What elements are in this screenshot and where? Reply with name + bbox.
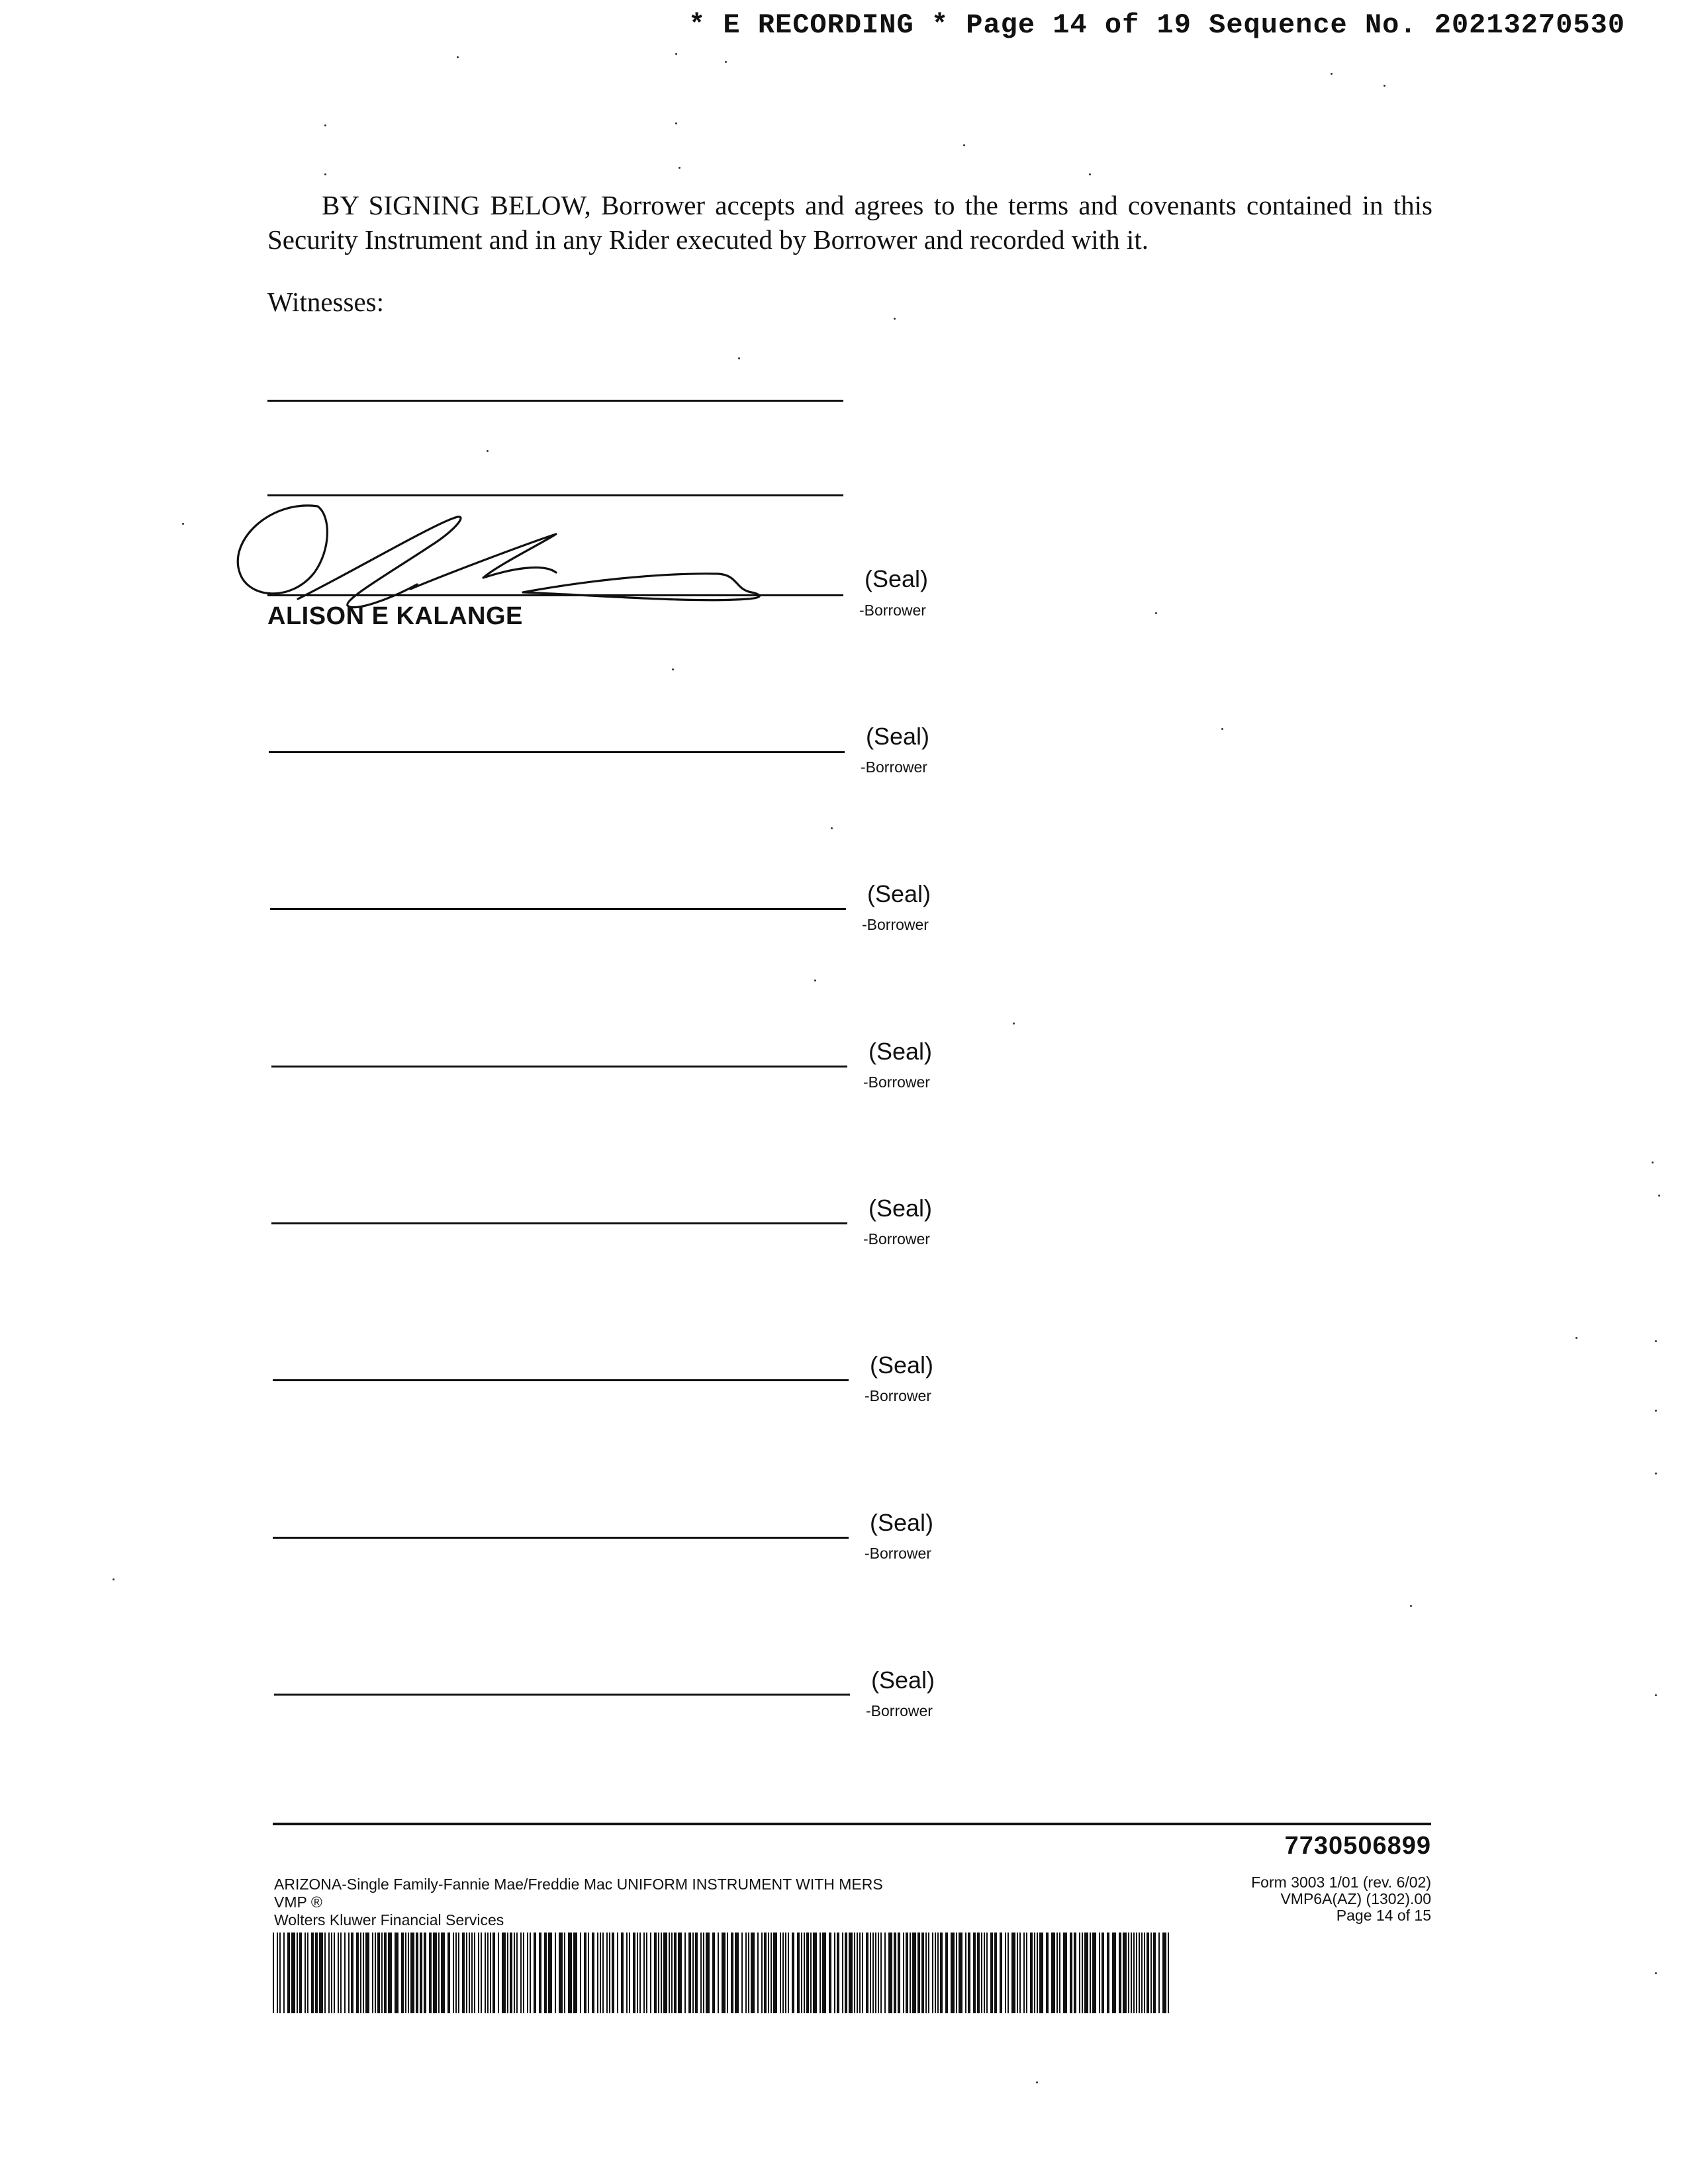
signature-line-4[interactable] (271, 1066, 847, 1068)
seal-label-1: (Seal) (865, 565, 929, 592)
document-barcode (273, 1933, 1174, 2013)
borrower-role-7: -Borrower (865, 1545, 931, 1562)
witnesses-label: Witnesses: (267, 287, 384, 317)
signature-line-6[interactable] (273, 1379, 849, 1381)
seal-label-2: (Seal) (866, 723, 930, 750)
form-identification (274, 1876, 883, 1929)
signature-line-1[interactable] (267, 594, 843, 596)
form-reference (1125, 1874, 1431, 1924)
witness-line-1[interactable] (267, 400, 843, 402)
seal-label-3: (Seal) (867, 880, 931, 907)
seal-label-5: (Seal) (868, 1195, 933, 1222)
borrower-role-4: -Borrower (863, 1073, 930, 1091)
recording-banner: * E RECORDING * Page 14 of 19 Sequence No. 20213270530 (688, 9, 1626, 41)
page-label: Page 14 of 15 (1336, 1907, 1431, 1924)
seal-label-4: (Seal) (868, 1038, 933, 1065)
borrower-role-3: -Borrower (862, 916, 929, 933)
seal-label-6: (Seal) (870, 1351, 934, 1379)
signature-line-2[interactable] (269, 751, 845, 753)
signature-line-5[interactable] (271, 1222, 847, 1224)
seal-label-8: (Seal) (871, 1666, 935, 1694)
signature-line-7[interactable] (273, 1537, 849, 1539)
signature-line-8[interactable] (274, 1694, 850, 1696)
form-code: VMP6A(AZ) (1302).00 (1280, 1890, 1431, 1907)
agreement-text: BY SIGNING BELOW, Borrower accepts and agrees to the terms and covenants contained in this Security Instrument and in any Rider executed by Borrower and recorded with it. (267, 190, 1432, 255)
borrower-printed-name: ALISON E KALANGE (267, 602, 523, 630)
borrower-role-2: -Borrower (861, 758, 927, 776)
signature-line-3[interactable] (270, 908, 846, 910)
footer-rule (273, 1823, 1431, 1825)
form-number: Form 3003 1/01 (rev. 6/02) (1251, 1874, 1431, 1891)
vmp-mark: VMP ® (274, 1893, 322, 1911)
agreement-paragraph (267, 188, 1432, 257)
borrower-role-6: -Borrower (865, 1387, 931, 1404)
seal-label-7: (Seal) (870, 1509, 934, 1536)
loan-number: 7730506899 (1284, 1832, 1431, 1860)
witness-line-2[interactable] (267, 494, 843, 496)
form-title: ARIZONA-Single Family-Fannie Mae/Freddie Mac UNIFORM INSTRUMENT WITH MERS (274, 1876, 883, 1893)
borrower-role-8: -Borrower (866, 1702, 933, 1719)
publisher-name: Wolters Kluwer Financial Services (274, 1911, 504, 1929)
borrower-role-5: -Borrower (863, 1230, 930, 1248)
borrower-role-1: -Borrower (859, 602, 926, 619)
